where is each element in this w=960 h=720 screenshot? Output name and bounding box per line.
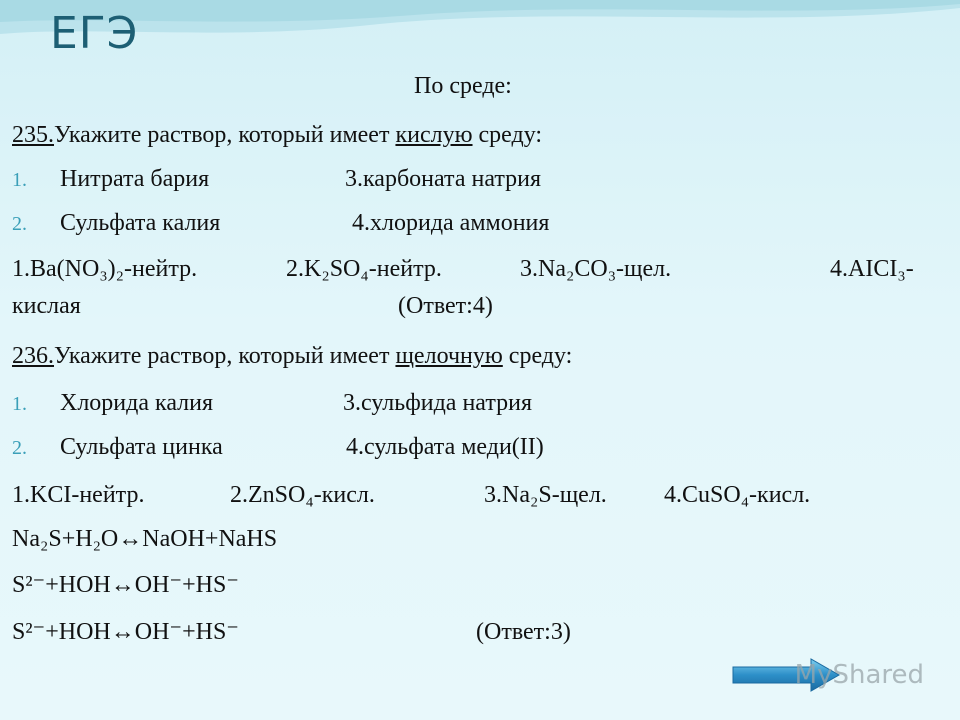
equation-3-row <box>12 618 571 646</box>
question-236-text-before: Укажите раствор, который имеет <box>54 343 396 369</box>
header-wave-decoration <box>0 0 960 70</box>
subtitle: По среде: <box>414 73 512 99</box>
analysis-b: 2.K₂SO₄-нейтр. <box>286 256 442 282</box>
question-236-option-row-1 <box>12 389 532 418</box>
option-number: 1. <box>12 169 27 191</box>
option-right: 3.карбоната натрия <box>345 166 542 192</box>
watermark-logo <box>731 658 924 692</box>
option-right: 4.хлорида аммония <box>352 210 550 236</box>
equation-3: S²⁻+HOH↔OH⁻+HS⁻ <box>12 619 239 645</box>
option-number: 2. <box>12 213 27 235</box>
question-235-analysis-2 <box>12 292 493 320</box>
question-235-number: 235. <box>12 122 54 148</box>
question-235-option-row-2 <box>12 209 550 238</box>
option-right: 4.сульфата меди(II) <box>346 434 544 460</box>
analysis-b: 2.ZnSO₄-кисл. <box>230 482 375 508</box>
slide-heading: ЕГЭ <box>50 8 139 59</box>
analysis-c: 3.Na₂S-щел. <box>484 482 607 508</box>
question-235-underlined: кислую <box>395 122 473 148</box>
equation-2: S²⁻+HOH↔OH⁻+HS⁻ <box>12 572 239 598</box>
question-236-text-after: среду: <box>502 343 573 369</box>
option-left: Сульфата калия <box>60 210 221 236</box>
analysis-a: 1.Ba(NO₃)₂-нейтр. <box>12 256 198 282</box>
question-235 <box>12 121 542 149</box>
question-236-option-row-2 <box>12 433 544 462</box>
option-right: 3.сульфида натрия <box>343 390 532 416</box>
analysis-d: 4.AICI₃- <box>830 256 914 282</box>
option-left: Сульфата цинка <box>60 434 223 460</box>
watermark-text: MyShared <box>794 660 924 690</box>
equation-1: Na₂S+H₂O↔NaOH+NaHS <box>12 526 278 552</box>
question-235-option-row-1 <box>12 165 542 194</box>
question-236-underlined: щелочную <box>395 343 503 369</box>
analysis-c: 3.Na₂CO₃-щел. <box>520 256 672 282</box>
analysis-conclusion: кислая <box>12 293 81 319</box>
question-235-text-after: среду: <box>472 122 543 148</box>
question-235-text-before: Укажите раствор, который имеет <box>54 122 396 148</box>
option-number: 1. <box>12 393 27 415</box>
answer-235: (Ответ:4) <box>398 293 493 319</box>
answer-236: (Ответ:3) <box>476 619 571 645</box>
question-235-analysis-1 <box>12 255 932 283</box>
option-left: Хлорида калия <box>60 390 214 416</box>
analysis-a: 1.KCI-нейтр. <box>12 482 145 508</box>
option-number: 2. <box>12 437 27 459</box>
analysis-d: 4.CuSO₄-кисл. <box>664 482 811 508</box>
question-236-number: 236. <box>12 343 54 369</box>
question-236-analysis <box>12 481 932 509</box>
question-236 <box>12 342 572 370</box>
option-left: Нитрата бария <box>60 166 210 192</box>
